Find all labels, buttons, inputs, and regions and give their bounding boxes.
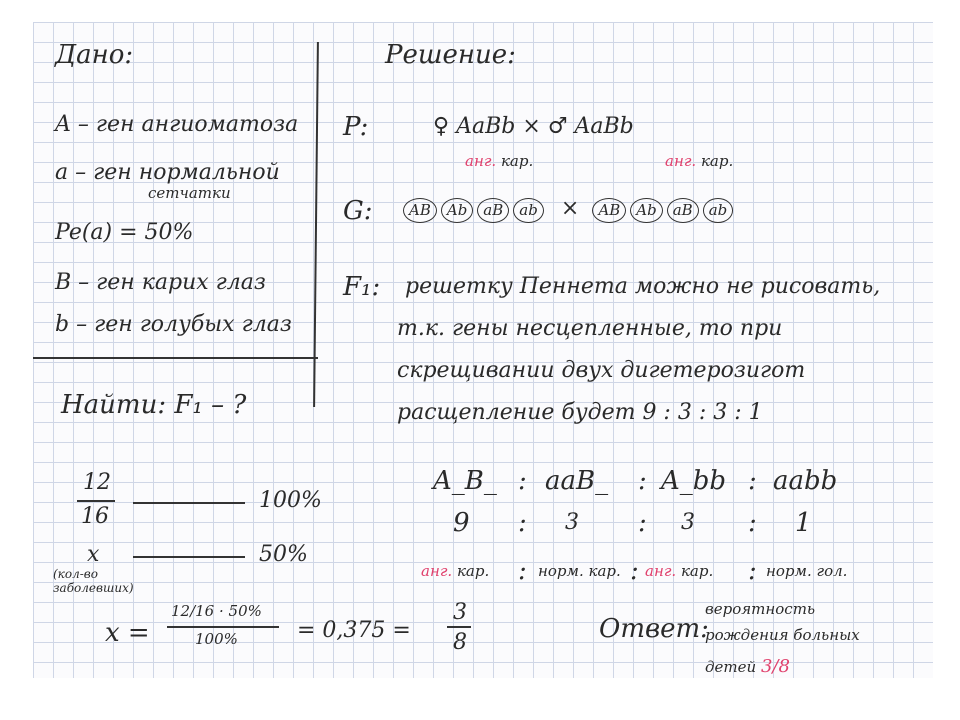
solution-title: Решение: [385,40,516,70]
formula-den: 100% [195,630,238,648]
prop-num: 12 [83,470,111,495]
column-divider [313,42,319,407]
result-num: 3 [453,600,467,625]
answer-value: 3/8 [760,656,790,677]
f1-text: решетку Пеннета можно не рисовать, [405,274,881,299]
gamete: ab [513,198,544,223]
gamete: ab [703,198,734,223]
given-line: A – ген ангиоматоза [55,112,299,137]
colon: : [630,556,639,586]
ratio: 1 [795,508,812,538]
ratio: 3 [565,510,579,535]
gamete: Ab [441,198,473,223]
answer-label: Ответ: [599,614,709,644]
p-label: P: [343,112,369,142]
find-text: Найти: F₁ – ? [61,390,247,420]
notebook-sheet [33,22,933,678]
g-label: G: [343,196,373,226]
genotype: aaB_ [545,466,609,496]
phenotype: анг. кар. [421,562,490,580]
gamete: aB [477,198,509,223]
gamete: AB [403,198,437,223]
gamete: AB [592,198,626,223]
colon: : [518,508,527,538]
prop-pct1: 100% [259,488,322,513]
gametes-row [403,198,737,223]
given-line: сетчатки [148,184,231,202]
p-pheno-father: анг. кар. [665,152,734,170]
phenotype: норм. кар. [538,562,621,580]
formula-x: x = [105,618,150,648]
fraction-line [447,626,471,628]
result-den: 8 [453,630,467,655]
genotype: A_B_ [433,466,497,496]
formula-result: = 0,375 = [297,618,411,643]
phenotype: анг. кар. [645,562,714,580]
colon: : [748,508,757,538]
gametes-cross: × [560,196,580,221]
colon: : [638,508,647,538]
given-divider [33,357,318,359]
colon: : [748,556,757,586]
fraction-line [77,500,115,502]
prop-pct2: 50% [259,542,308,567]
gamete: aB [667,198,699,223]
proportion-dash [133,502,245,504]
colon: : [748,466,757,496]
fraction-line [167,626,279,628]
gamete: Ab [630,198,662,223]
phenotype: норм. гол. [766,562,848,580]
colon: : [518,466,527,496]
answer-text: детей 3/8 [705,656,790,677]
prop-x: x [87,542,100,567]
p-cross: ♀ AaBb × ♂ AaBb [433,114,634,139]
given-line: a – ген нормальной [55,160,280,185]
genotype: aabb [773,466,838,496]
answer-text: рождения больных [705,626,860,644]
given-line: Pe(a) = 50% [55,220,194,245]
genotype: A_bb [661,466,727,496]
f1-label: F₁: [343,272,381,302]
f1-text: т.к. гены несцепленные, то при [397,316,783,341]
given-line: B – ген карих глаз [55,270,266,295]
ratio: 9 [453,508,470,538]
given-title: Дано: [55,40,134,70]
answer-text: вероятность [705,600,816,618]
formula-num: 12/16 · 50% [171,602,262,620]
colon: : [518,556,527,586]
proportion-dash [133,556,245,558]
prop-x-note: (кол-во заболевших) [53,567,134,595]
colon: : [638,466,647,496]
p-pheno-mother: анг. кар. [465,152,534,170]
f1-text: скрещивании двух дигетерозигот [397,358,806,383]
given-line: b – ген голубых глаз [55,312,292,337]
prop-den: 16 [81,504,109,529]
f1-text: расщепление будет 9 : 3 : 3 : 1 [397,400,763,425]
ratio: 3 [681,510,695,535]
